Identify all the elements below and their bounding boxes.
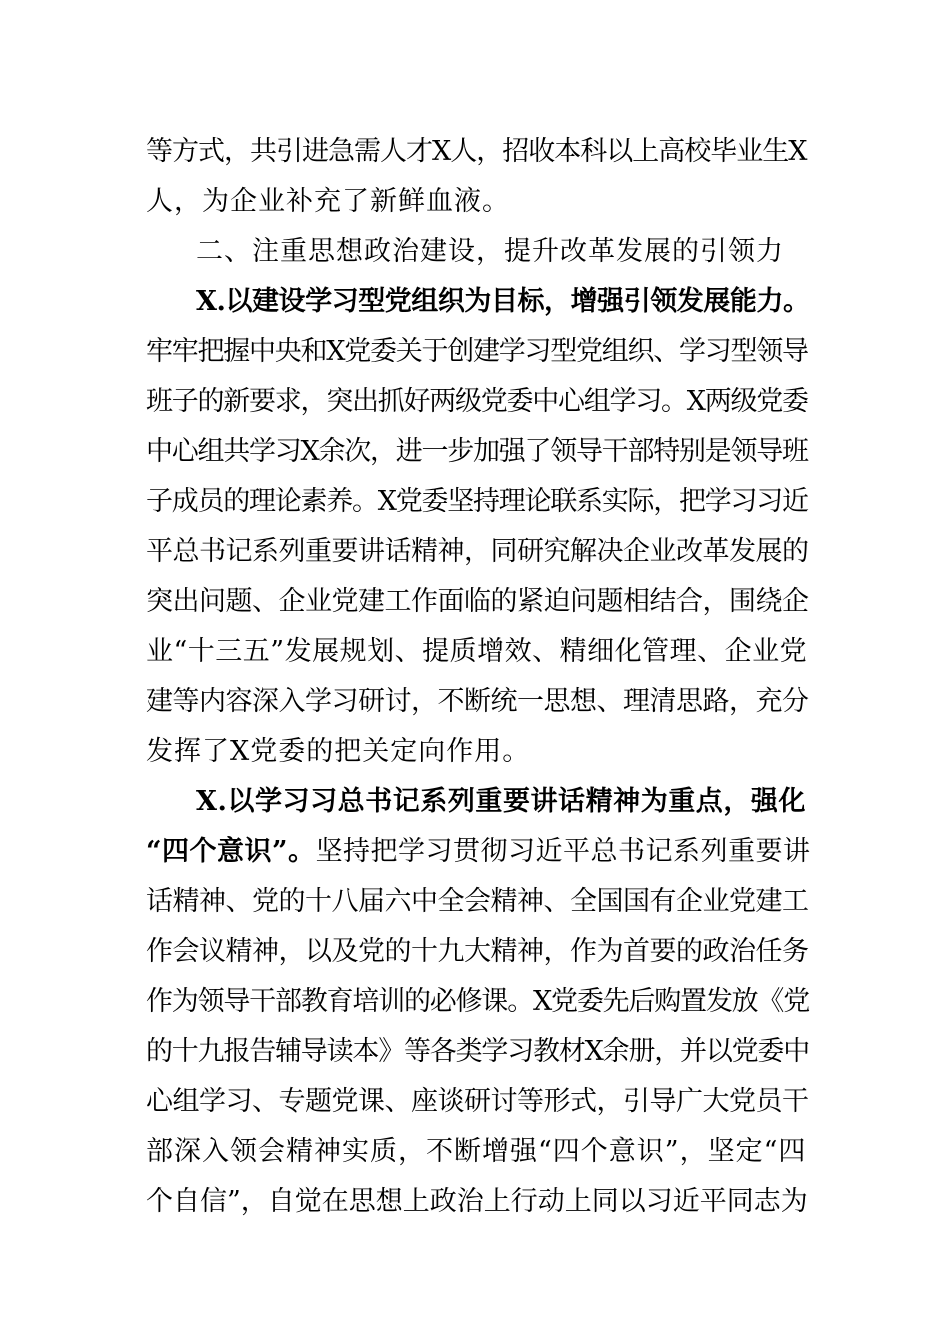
line-text: 部深入领会精神实质，不断增强“四个意识”，坚定“四 xyxy=(146,1136,807,1167)
subheading-tail: “四个意识”。 xyxy=(146,836,316,867)
text-line-10 xyxy=(146,582,810,622)
text-line-20 xyxy=(146,1082,810,1122)
line-text: 坚持把学习贯彻习近平总书记系列重要讲 xyxy=(315,836,811,867)
text-line-19 xyxy=(146,1032,810,1072)
text-line-1 xyxy=(146,132,810,172)
text-line-16 xyxy=(146,882,810,922)
line-text: 话精神、党的十八届六中全会精神、全国国有企业党建工 xyxy=(146,886,809,917)
text-line-2 xyxy=(146,182,810,222)
subheading-2 xyxy=(196,782,810,822)
text-line-9 xyxy=(146,532,810,572)
line-text: 发挥了X党委的把关定向作用。 xyxy=(146,736,531,767)
text-line-6 xyxy=(146,382,810,422)
line-text: 牢牢把握中央和X党委关于创建学习型党组织、学习型领导 xyxy=(146,336,808,367)
subheading-text: X.以建设学习型党组织为目标，增强引领发展能力。 xyxy=(196,286,810,317)
line-text: 人，为企业补充了新鲜血液。 xyxy=(146,186,510,217)
line-text: 班子的新要求，突出抓好两级党委中心组学习。X两级党委 xyxy=(146,386,808,417)
section-heading-text: 二、注重思想政治建设，提升改革发展的引领力 xyxy=(196,236,784,267)
section-heading xyxy=(196,232,810,272)
text-line-7 xyxy=(146,432,810,472)
text-line-5 xyxy=(146,332,810,372)
subheading-1 xyxy=(196,282,810,322)
line-text: 建等内容深入学习研讨，不断统一思想、理清思路，充分 xyxy=(146,686,809,717)
subheading-text: X.以学习习总书记系列重要讲话精神为重点，强化 xyxy=(196,786,806,817)
text-line-11 xyxy=(146,632,810,672)
text-line-12 xyxy=(146,682,810,722)
text-line-17 xyxy=(146,932,810,972)
line-text: 的十九报告辅导读本》等各类学习教材X余册，并以党委中 xyxy=(146,1036,810,1067)
line-text: 业“十三五”发展规划、提质增效、精细化管理、企业党 xyxy=(146,636,808,667)
text-line-15 xyxy=(146,832,810,872)
line-text: 中心组共学习X余次，进一步加强了领导干部特别是领导班 xyxy=(146,436,808,467)
line-text: 突出问题、企业党建工作面临的紧迫问题相结合，围绕企 xyxy=(146,586,809,617)
line-text: 作为领导干部教育培训的必修课。X党委先后购置发放《党 xyxy=(146,986,810,1017)
text-line-18 xyxy=(146,982,810,1022)
line-text: 等方式，共引进急需人才X人，招收本科以上高校毕业生X xyxy=(146,136,807,167)
text-line-8 xyxy=(146,482,810,522)
line-text: 作会议精神，以及党的十九大精神，作为首要的政治任务 xyxy=(146,936,809,967)
text-line-21 xyxy=(146,1132,810,1172)
line-text: 平总书记系列重要讲话精神，同研究解决企业改革发展的 xyxy=(146,536,809,567)
text-line-13 xyxy=(146,732,810,772)
line-text: 个自信”，自觉在思想上政治上行动上同以习近平同志为 xyxy=(146,1186,808,1217)
line-text: 子成员的理论素养。X党委坚持理论联系实际，把学习习近 xyxy=(146,486,808,517)
line-text: 心组学习、专题党课、座谈研讨等形式，引导广大党员干 xyxy=(146,1086,809,1117)
text-line-22 xyxy=(146,1182,810,1222)
